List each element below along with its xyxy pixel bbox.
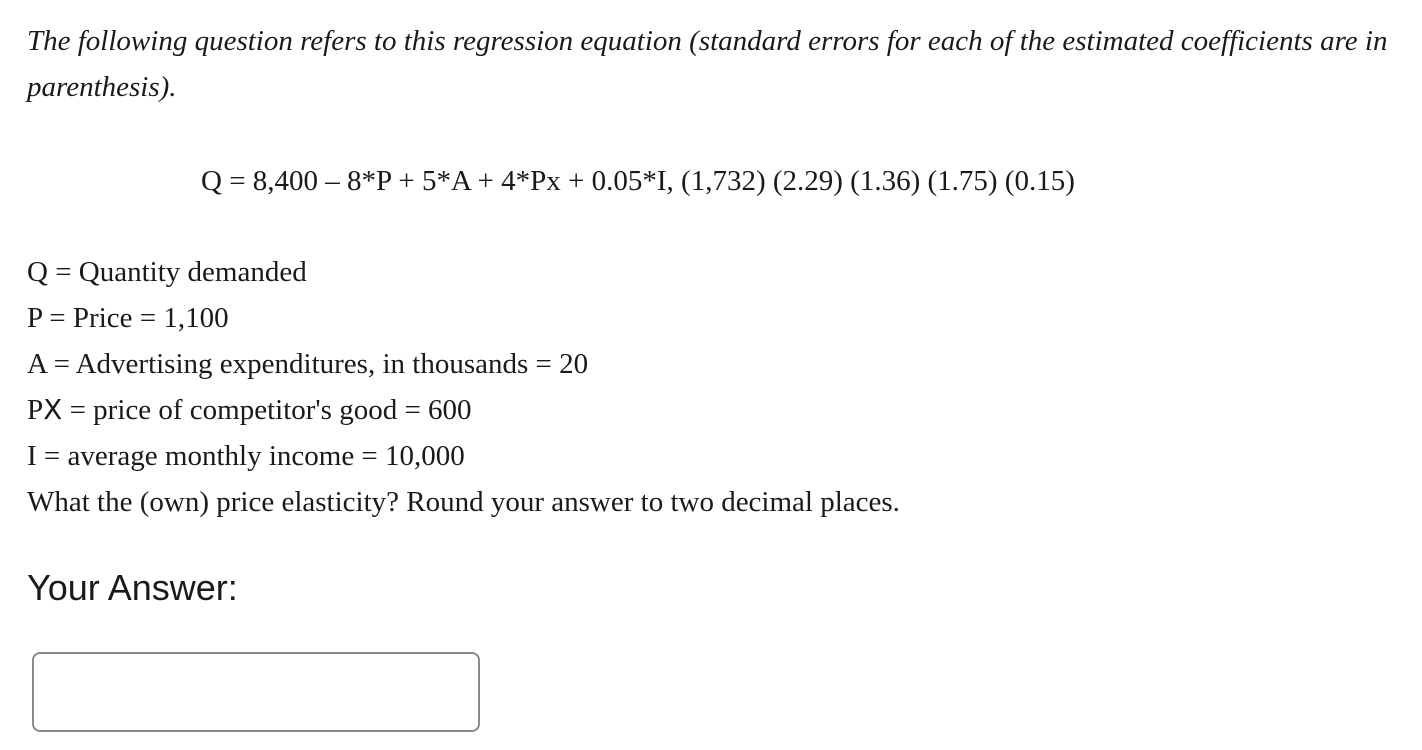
answer-input[interactable] <box>32 652 480 732</box>
question-text <box>27 18 1397 110</box>
definition-p: P = Price = 1,100 <box>27 302 229 334</box>
definition-px-prefix: P <box>27 394 44 426</box>
answer-label: Your Answer: <box>27 567 238 608</box>
definition-px <box>27 387 900 433</box>
definition-q: Q = Quantity demanded <box>27 256 307 288</box>
regression-equation: Q = 8,400 – 8*P + 5*A + 4*Px + 0.05*I, (1,732) (2.29) (1.36) (1.75) (0.15) <box>201 165 1075 197</box>
variable-definitions <box>27 249 900 525</box>
question-prompt: What the (own) price elasticity? Round your answer to two decimal places. <box>27 486 900 518</box>
definition-a: A = Advertising expenditures, in thousands = 20 <box>27 348 589 380</box>
definition-px-rest: = price of competitor's good = 600 <box>62 394 472 426</box>
question-intro: The following question refers to this regression equation (standard errors for each of the estimated coefficients are in parenthesis). <box>27 25 1388 103</box>
definition-i: I = average monthly income = 10,000 <box>27 440 465 472</box>
definition-px-sub: X <box>43 393 63 426</box>
